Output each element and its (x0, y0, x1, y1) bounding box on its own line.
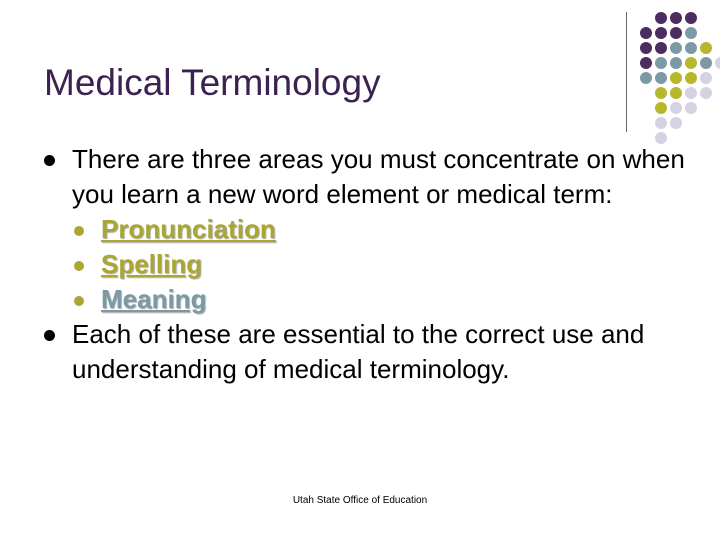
decorative-dot (655, 117, 667, 129)
decorative-dot-grid (0, 0, 720, 140)
decorative-dot (670, 42, 682, 54)
decorative-dot (670, 57, 682, 69)
decorative-dot (700, 42, 712, 54)
slide-title: Medical Terminology (44, 62, 381, 103)
decorative-dot (685, 12, 697, 24)
link-pronunciation[interactable]: Pronunciation (101, 214, 276, 244)
link-spelling[interactable]: Spelling (101, 249, 203, 279)
sub-bullet-list (72, 212, 694, 317)
decorative-dot (685, 57, 697, 69)
decorative-dot (685, 87, 697, 99)
decorative-dot (685, 72, 697, 84)
decorative-dot (655, 27, 667, 39)
sub-bullet-icon (74, 226, 84, 236)
decorative-dot (640, 72, 652, 84)
decorative-dot (655, 87, 667, 99)
decorative-dot (655, 102, 667, 114)
bullet-item (44, 317, 694, 387)
decorative-dot (640, 57, 652, 69)
footer-text: Utah State Office of Education (292, 495, 428, 506)
decorative-dot (700, 72, 712, 84)
decorative-dot (700, 87, 712, 99)
bullet-text: Each of these are essential to the correct use and understanding of medical terminology. (72, 319, 645, 384)
bullet-item (44, 142, 694, 317)
sub-item-meaning (72, 282, 694, 317)
link-meaning[interactable]: Meaning (101, 284, 207, 314)
sub-item-spelling (72, 247, 694, 282)
decorative-dot (640, 42, 652, 54)
decorative-dot (670, 117, 682, 129)
bullet-text: There are three areas you must concentrate on when you learn a new word element or medical term: (72, 144, 685, 209)
decorative-dot (670, 87, 682, 99)
decorative-dot (655, 12, 667, 24)
decorative-dot (640, 27, 652, 39)
decorative-dot (655, 42, 667, 54)
decorative-dot (685, 27, 697, 39)
sub-bullet-icon (74, 296, 84, 306)
sub-item-pronunciation (72, 212, 694, 247)
decorative-dot (685, 42, 697, 54)
bullet-icon (44, 155, 55, 166)
bullet-list (44, 142, 694, 387)
decorative-dot (715, 57, 720, 69)
decorative-dot (655, 57, 667, 69)
decorative-dot (685, 102, 697, 114)
decorative-dot (655, 72, 667, 84)
decorative-dot (670, 12, 682, 24)
decorative-dot (700, 57, 712, 69)
decorative-dot (670, 102, 682, 114)
decorative-dot (670, 27, 682, 39)
bullet-icon (44, 330, 55, 341)
sub-bullet-icon (74, 261, 84, 271)
decorative-dot (670, 72, 682, 84)
